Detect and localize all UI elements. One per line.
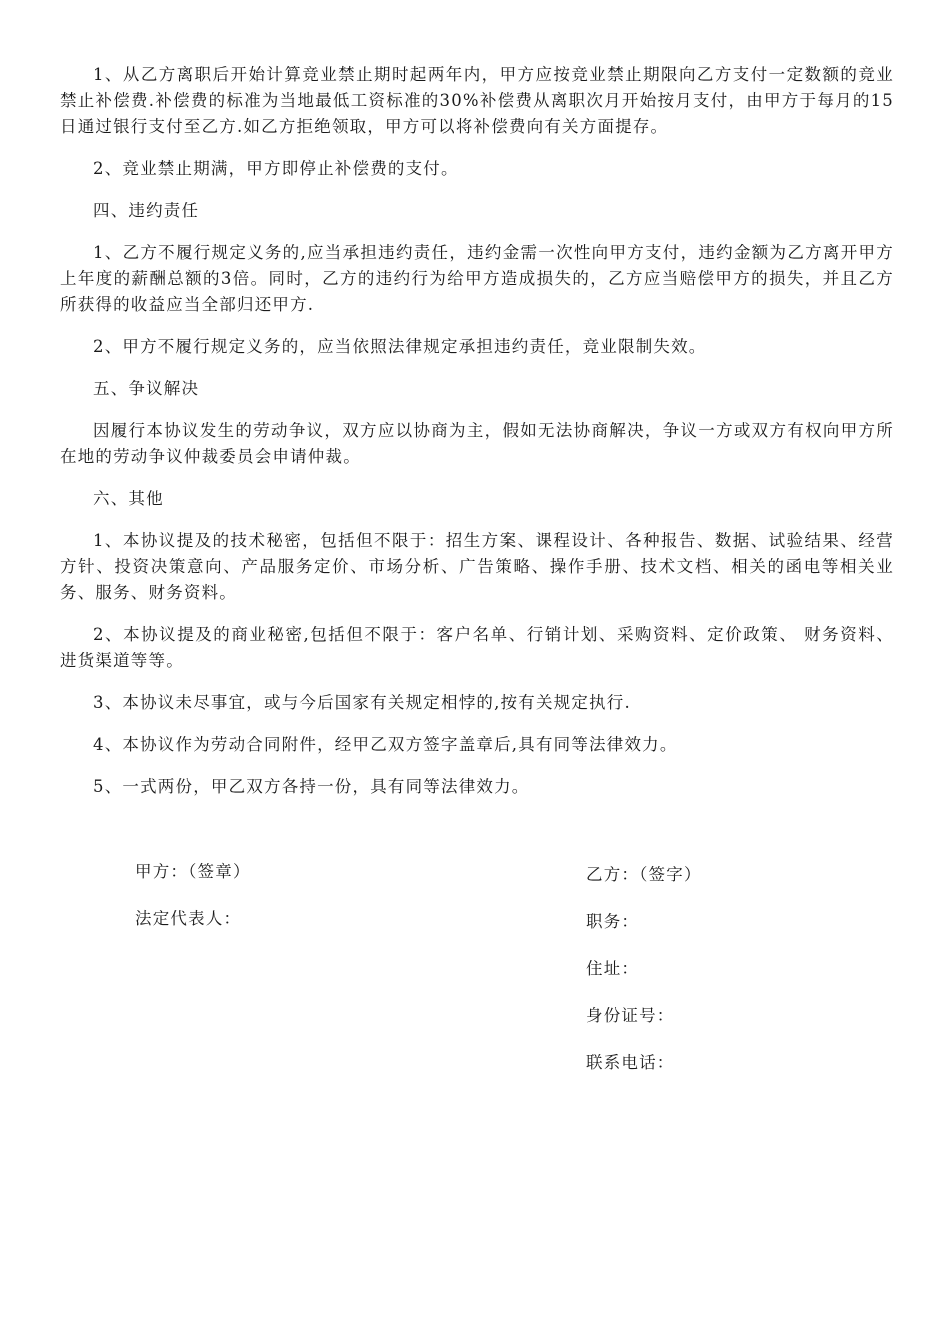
clause-paragraph: 2、竞业禁止期满，甲方即停止补偿费的支付。 (93, 159, 459, 178)
legal-representative-label: 法定代表人： (135, 909, 242, 928)
clause-paragraph: 2、甲方不履行规定义务的，应当依照法律规定承担违约责任，竞业限制失效。 (93, 337, 707, 356)
id-number-label: 身份证号： (586, 1006, 675, 1025)
section-heading: 四、违约责任 (93, 201, 200, 220)
clause-paragraph: 1、本协议提及的技术秘密，包括但不限于：招生方案、课程设计、各种报告、数据、试验结果、经营方针、投资决策意向、产品服务定价、市场分析、广告策略、操作手册、技术文档、相关的函电等相关业务、服务、财务资料。 (60, 531, 894, 602)
party-a-label: 甲方：（签章） (135, 862, 251, 881)
clause-paragraph: 1、乙方不履行规定义务的,应当承担违约责任，违约金需一次性向甲方支付，违约金额为乙方离开甲方上年度的薪酬总额的3倍。同时，乙方的违约行为给甲方造成损失的，乙方应当赔偿甲方的损失，并且乙方所获得的收益应当全部归还甲方. (60, 243, 894, 314)
clause-paragraph: 2、本协议提及的商业秘密,包括但不限于：客户名单、行销计划、采购资料、定价政策、 财务资料、进货渠道等等。 (60, 625, 894, 670)
clause-paragraph: 4、本协议作为劳动合同附件，经甲乙双方签字盖章后,具有同等法律效力。 (93, 735, 678, 754)
clause-paragraph: 3、本协议未尽事宜，或与今后国家有关规定相悖的,按有关规定执行. (93, 693, 631, 712)
phone-label: 联系电话： (586, 1053, 675, 1072)
clause-paragraph: 1、从乙方离职后开始计算竞业禁止期时起两年内，甲方应按竞业禁止期限向乙方支付一定数额的竞业禁止补偿费.补偿费的标准为当地最低工资标准的30%补偿费从离职次月开始按月支付，由甲方于每月的15日通过银行支付至乙方.如乙方拒绝领取，甲方可以将补偿费向有关方面提存。 (60, 65, 894, 136)
address-label: 住址： (586, 959, 640, 978)
section-heading: 五、争议解决 (93, 379, 200, 398)
clause-paragraph: 因履行本协议发生的劳动争议，双方应以协商为主，假如无法协商解决，争议一方或双方有权向甲方所在地的劳动争议仲裁委员会申请仲裁。 (60, 421, 894, 466)
section-heading: 六、其他 (93, 489, 164, 508)
document-body (60, 62, 894, 816)
position-label: 职务： (586, 912, 640, 931)
party-a-signature-block (135, 860, 251, 954)
clause-paragraph: 5、一式两份，甲乙双方各持一份，具有同等法律效力。 (93, 777, 530, 796)
party-b-signature-block (586, 863, 702, 1098)
party-b-label: 乙方：（签字） (586, 865, 702, 884)
